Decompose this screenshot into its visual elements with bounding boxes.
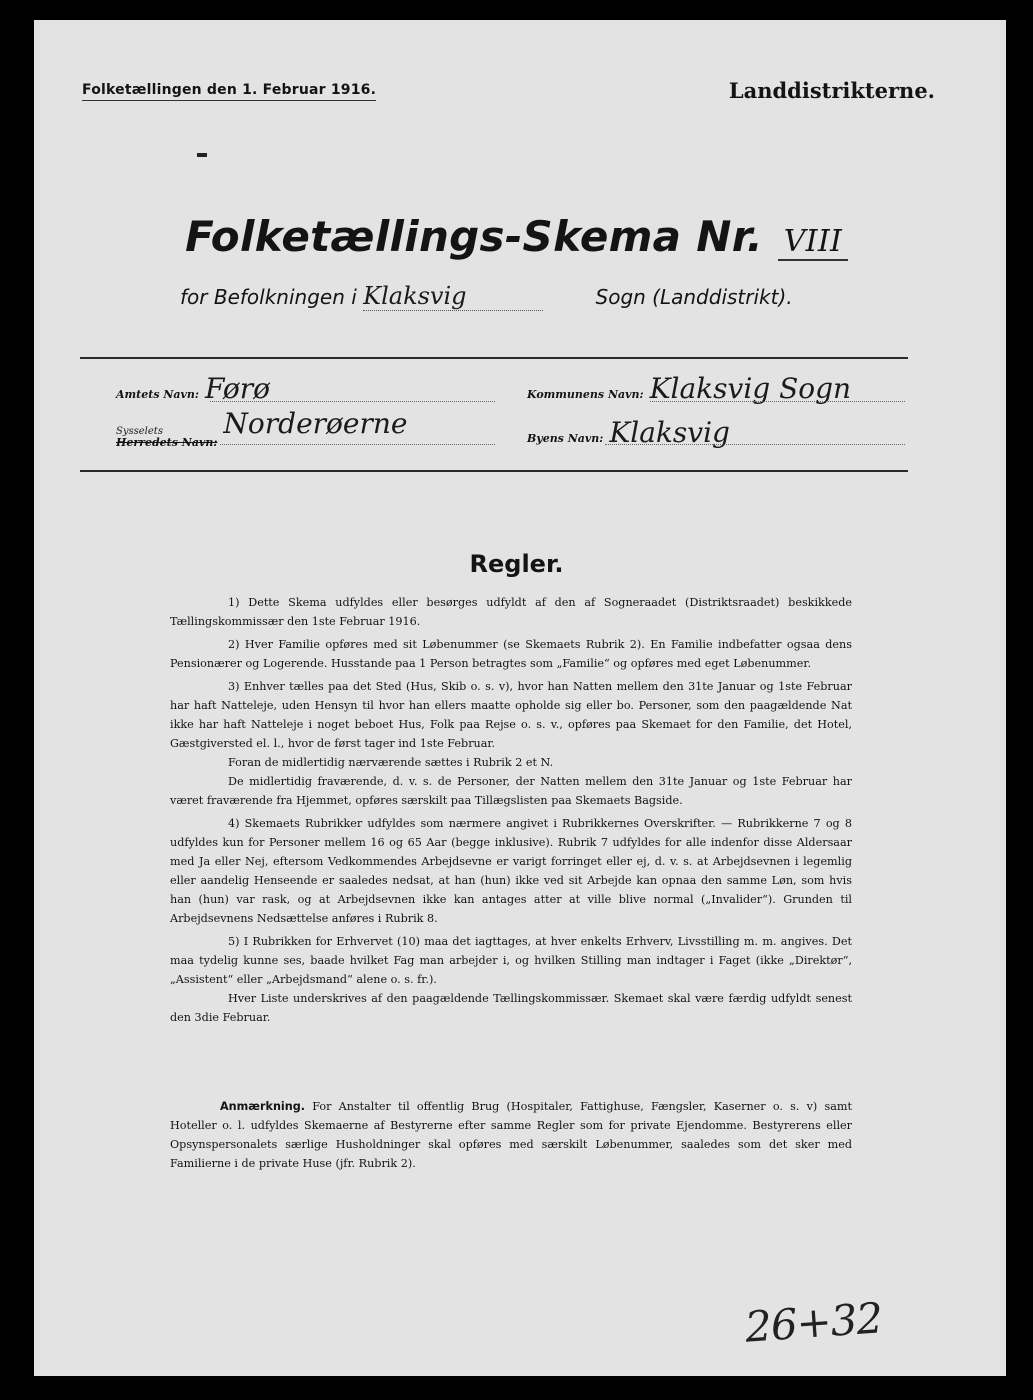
herred-value-handwritten: Norderøerne bbox=[223, 407, 408, 440]
rule-paragraph: De midlertidig fraværende, d. v. s. de Personer, der Natten mellem den 31te Januar og 1ste Februar har været fraværende fra Hjemmet, opføres særskilt paa Tillægslisten paa Skemaets Bagside. bbox=[170, 775, 852, 807]
kommune-dotted-line bbox=[650, 401, 905, 402]
parish-name-handwritten: Klaksvig bbox=[363, 282, 543, 311]
ink-mark bbox=[197, 153, 207, 157]
rules-body bbox=[170, 593, 852, 1031]
by-label: Byens Navn: bbox=[527, 432, 604, 445]
by-field bbox=[527, 416, 730, 449]
kommune-field bbox=[527, 372, 852, 405]
herred-field bbox=[116, 407, 408, 449]
kommune-label: Kommunens Navn: bbox=[527, 388, 644, 401]
subtitle-prefix: for Befolkningen i bbox=[180, 285, 357, 309]
rule-paragraph: 5) I Rubrikken for Erhvervet (10) maa det iagttages, at hver enkelts Erhverv, Livsstilling m. m. angives. Det maa tydelig kunne ses, baade hvilket Fag man arbejder i, og hvilken Stilling man indtager i Faget (ikke „Direktør“, „Assistent“ eller „Arbejdsmand“ alene o. s. fr.). bbox=[170, 935, 852, 986]
amt-label: Amtets Navn: bbox=[116, 388, 199, 401]
herred-dotted-line bbox=[220, 444, 495, 445]
form-title-text: Folketællings-Skema Nr. bbox=[185, 212, 763, 261]
kommune-value-handwritten: Klaksvig Sogn bbox=[649, 372, 852, 405]
form-title bbox=[0, 212, 1033, 261]
rule-paragraph: 4) Skemaets Rubrikker udfyldes som nærmere angivet i Rubrikkernes Overskrifter. — Rubrikkerne 7 og 8 udfyldes kun for Personer mellem 16 og 65 Aar (begge inklusive). Rubrik 7 udfyldes for alle indenfor disse Aldersaar med Ja eller Nej, eftersom Vedkommendes Arbejdsevne er varigt forringet eller ej, d. v. s. at Arbejdsevnen i legemlig eller aandelig Henseende er saaledes nedsat, at han (hun) ikke ved sit Arbejde kan opnaa den samme Løn, som hvis han (hun) var rask, og at Arbejdsevnen ikke kan antages atter at ville blive normal („Invalider“). Grunden til Arbejdsevnens Nedsættelse anføres i Rubrik 8. bbox=[170, 817, 852, 925]
annotation-note bbox=[170, 1097, 852, 1173]
rule-paragraph: Foran de midlertidig nærværende sættes i Rubrik 2 et N. bbox=[228, 756, 554, 769]
rules-heading: Regler. bbox=[469, 550, 564, 578]
by-dotted-line bbox=[605, 444, 905, 445]
annotation-text: For Anstalter til offentlig Brug (Hospitaler, Fattighuse, Fængsler, Kaserner o. s. v) samt Hoteller o. l. udfyldes Skemaerne af Bestyrerne efter samme Regler som for private Ejendomme. Bestyrerens eller Opsynspersonalets særlige Husholdninger skal opføres med særskilt Løbenummer, saaledes som det sker med Familierne i de private Huse (jfr. Rubrik 2). bbox=[170, 1100, 852, 1170]
rule-paragraph: 1) Dette Skema udfyldes eller besørges udfyldt af den af Sogneraadet (Distriktsraadet) beskikkede Tællingskommissær den 1ste Februar 1916. bbox=[170, 596, 852, 628]
rule-paragraph: Hver Liste underskrives af den paagældende Tællingskommissær. Skemaet skal være færdig udfyldt senest den 3die Februar. bbox=[170, 992, 852, 1024]
herred-label: Herredets Navn: bbox=[116, 436, 218, 449]
census-date-header: Folketællingen den 1. Februar 1916. bbox=[82, 82, 376, 101]
by-value-handwritten: Klaksvig bbox=[609, 416, 730, 449]
subtitle-suffix: Sogn (Landdistrikt). bbox=[595, 285, 793, 309]
amt-field bbox=[116, 372, 270, 405]
form-subtitle bbox=[180, 282, 793, 311]
district-type-header: Landdistrikterne. bbox=[728, 78, 935, 103]
amt-value-handwritten: Førø bbox=[205, 372, 270, 405]
amt-dotted-line bbox=[210, 401, 495, 402]
divider-bottom bbox=[80, 470, 908, 472]
rule-paragraph: 3) Enhver tælles paa det Sted (Hus, Skib o. s. v), hvor han Natten mellem den 31te Januar og 1ste Februar har haft Natteleje, uden Hensyn til hvor han ellers maatte opholde sig eller bo. Personer, som den paagældende Nat ikke har haft Natteleje i noget beboet Hus, Folk paa Rejse o. s. v., opføres paa Skemaet for den Familie, det Hotel, Gæstgiversted el. l., hvor de først tager ind 1ste Februar. bbox=[170, 680, 852, 750]
handwritten-archive-number: 26+32 bbox=[743, 1293, 884, 1352]
divider-top bbox=[80, 357, 908, 359]
annotation-heading: Anmærkning. bbox=[220, 1100, 305, 1113]
form-number: VIII bbox=[778, 224, 848, 261]
rule-paragraph: 2) Hver Familie opføres med sit Løbenummer (se Skemaets Rubrik 2). En Familie indbefatter ogsaa dens Pensionærer og Logerende. Husstande paa 1 Person betragtes som „Familie“ og opføres med eget Løbenummer. bbox=[170, 638, 852, 670]
herred-label-correction: Sysselets bbox=[116, 426, 163, 437]
